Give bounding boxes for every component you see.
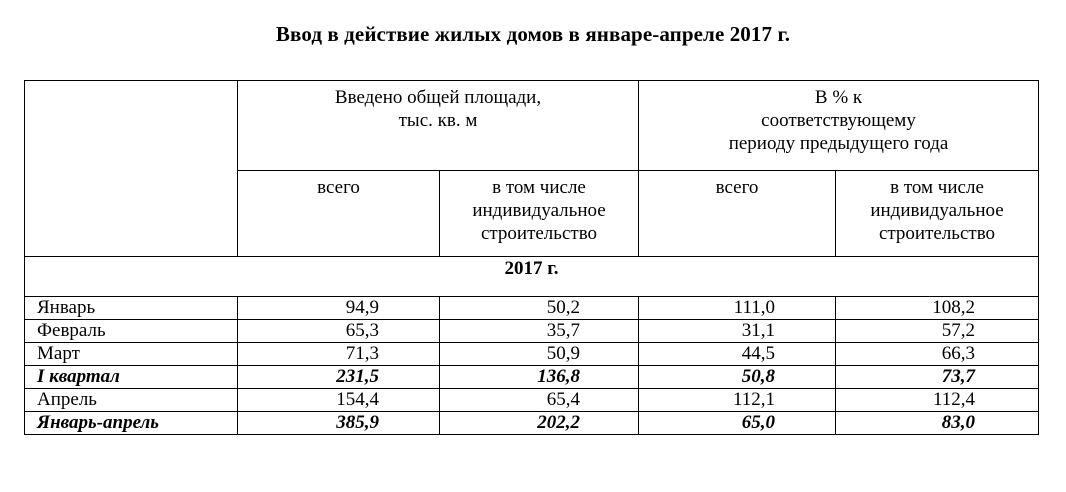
row-value: 202,2 xyxy=(440,412,639,435)
row-label: Январь-апрель xyxy=(25,412,238,435)
header-percent-total-label: всего xyxy=(715,177,759,198)
row-label: Январь xyxy=(25,297,238,320)
table-row xyxy=(25,320,1039,343)
row-value: 50,8 xyxy=(639,366,836,389)
header-percent-individual-line-2: индивидуальное xyxy=(870,200,1004,221)
header-area-line-1: Введено общей площади, xyxy=(334,87,542,108)
table-row xyxy=(25,412,1039,435)
row-value: 136,8 xyxy=(440,366,639,389)
table-row xyxy=(25,389,1039,412)
housing-table xyxy=(24,80,1039,435)
year-row xyxy=(25,257,1039,297)
header-percent-individual-line-1: в том числе xyxy=(890,177,984,198)
header-percent-individual-line-3: строительство xyxy=(878,223,996,244)
row-value: 31,1 xyxy=(639,320,836,343)
row-value: 231,5 xyxy=(238,366,440,389)
row-value: 44,5 xyxy=(639,343,836,366)
header-percent-group xyxy=(639,81,1039,171)
header-area-individual-line-3: строительство xyxy=(480,223,598,244)
row-value: 154,4 xyxy=(238,389,440,412)
header-area-individual-line-1: в том числе xyxy=(492,177,586,198)
table-row xyxy=(25,366,1039,389)
page-title: Ввод в действие жилых домов в январе-апреле 2017 г. xyxy=(275,22,791,46)
row-value: 94,9 xyxy=(238,297,440,320)
header-percent-individual xyxy=(836,171,1039,257)
header-percent-line-3: периоду предыдущего года xyxy=(728,133,949,154)
row-value: 65,0 xyxy=(639,412,836,435)
header-area-individual xyxy=(440,171,639,257)
header-area-total-label: всего xyxy=(317,177,360,198)
row-value: 66,3 xyxy=(836,343,1039,366)
header-area-group xyxy=(238,81,639,171)
row-value: 50,2 xyxy=(440,297,639,320)
year-label: 2017 г. xyxy=(25,257,1039,297)
header-percent-line-2: соответствующему xyxy=(761,110,916,131)
row-value: 385,9 xyxy=(238,412,440,435)
row-value: 73,7 xyxy=(836,366,1039,389)
row-value: 112,4 xyxy=(836,389,1039,412)
row-value: 71,3 xyxy=(238,343,440,366)
row-value: 112,1 xyxy=(639,389,836,412)
table-row xyxy=(25,297,1039,320)
row-value: 57,2 xyxy=(836,320,1039,343)
header-percent-line-1: В % к xyxy=(814,87,863,108)
table-row xyxy=(25,343,1039,366)
row-label: Март xyxy=(25,343,238,366)
header-area-line-2: тыс. кв. м xyxy=(398,110,478,131)
row-value: 83,0 xyxy=(836,412,1039,435)
row-value: 35,7 xyxy=(440,320,639,343)
row-value: 111,0 xyxy=(639,297,836,320)
row-value: 65,4 xyxy=(440,389,639,412)
header-area-individual-line-2: индивидуальное xyxy=(472,200,606,221)
row-label: Апрель xyxy=(25,389,238,412)
header-area-total xyxy=(238,171,440,257)
table-body xyxy=(25,297,1039,435)
row-value: 50,9 xyxy=(440,343,639,366)
row-value: 65,3 xyxy=(238,320,440,343)
header-corner-cell xyxy=(25,81,238,257)
row-value: 108,2 xyxy=(836,297,1039,320)
row-label: Февраль xyxy=(25,320,238,343)
header-percent-total xyxy=(639,171,836,257)
header-row-top xyxy=(25,81,1039,171)
row-label: I квартал xyxy=(25,366,238,389)
